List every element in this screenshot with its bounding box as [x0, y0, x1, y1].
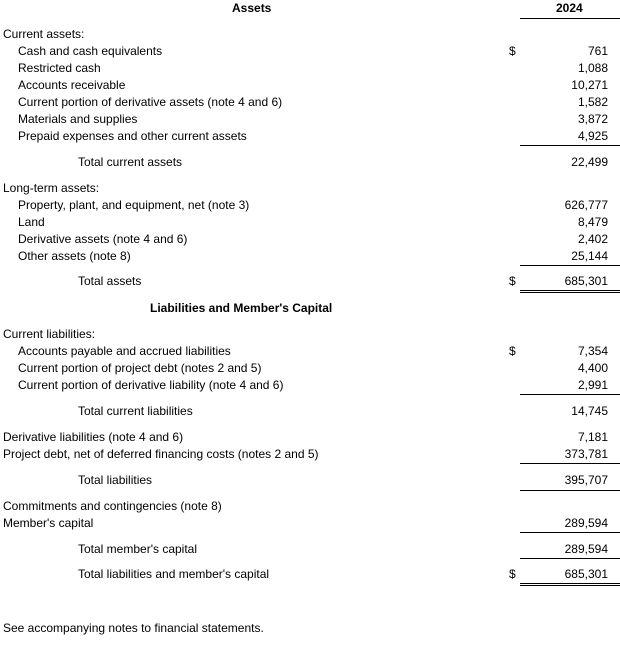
row-value: 8,479: [577, 215, 608, 229]
subtotal-rule: [520, 532, 620, 533]
row-label: Cash and cash equivalents: [18, 44, 163, 58]
header-underline: [520, 18, 620, 19]
members-capital-label: Member's capital: [3, 516, 94, 530]
subtotal-rule: [520, 394, 620, 395]
total-assets-label: Total assets: [78, 274, 142, 288]
double-rule-top: [520, 583, 620, 584]
long-term-assets-heading: Long-term assets:: [3, 181, 100, 195]
footnote: See accompanying notes to financial statements.: [3, 621, 264, 635]
row-label: Current portion of derivative liability (note 4 and 6): [18, 378, 284, 392]
commitments-label: Commitments and contingencies (note 8): [3, 499, 222, 513]
row-value: 7,181: [577, 430, 608, 444]
row-label: Accounts payable and accrued liabilities: [18, 344, 231, 358]
total-liabilities-label: Total liabilities: [78, 473, 153, 487]
row-value: 1,582: [577, 95, 608, 109]
double-rule-top: [520, 290, 620, 291]
row-label: Prepaid expenses and other current assets: [18, 129, 247, 143]
row-label: Derivative assets (note 4 and 6): [18, 232, 188, 246]
total-current-assets-value: 22,499: [571, 155, 608, 169]
row-value: 373,781: [564, 447, 608, 461]
total-liabilities-value: 395,707: [564, 473, 608, 487]
total-liabilities-capital-value: 685,301: [564, 567, 608, 581]
row-label: Accounts receivable: [18, 78, 126, 92]
currency-symbol: $: [509, 567, 516, 581]
currency-symbol: $: [509, 274, 516, 288]
total-members-capital-label: Total member's capital: [78, 542, 198, 556]
row-value: 1,088: [577, 61, 608, 75]
assets-heading: Assets: [232, 1, 272, 15]
current-liabilities-heading: Current liabilities:: [3, 327, 96, 341]
year-column-header: 2024: [556, 1, 583, 15]
total-assets-value: 685,301: [564, 274, 608, 288]
row-value: 626,777: [564, 198, 608, 212]
row-value: 7,354: [577, 344, 608, 358]
row-label: Restricted cash: [18, 61, 101, 75]
total-current-liabilities-label: Total current liabilities: [78, 404, 193, 418]
row-label: Derivative liabilities (note 4 and 6): [3, 430, 184, 444]
row-label: Project debt, net of deferred financing costs (notes 2 and 5): [3, 447, 319, 461]
row-label: Property, plant, and equipment, net (note 3): [18, 198, 250, 212]
row-value: 4,400: [577, 361, 608, 375]
total-members-capital-value: 289,594: [564, 542, 608, 556]
row-label: Materials and supplies: [18, 112, 138, 126]
current-assets-heading: Current assets:: [3, 27, 85, 41]
row-label: Current portion of project debt (notes 2 and 5): [18, 361, 262, 375]
row-label: Current portion of derivative assets (note 4 and 6): [18, 95, 283, 109]
liabilities-heading: Liabilities and Member's Capital: [150, 301, 333, 315]
row-value: 2,991: [577, 378, 608, 392]
subtotal-rule: [520, 463, 620, 464]
members-capital-value: 289,594: [564, 516, 608, 530]
row-label: Land: [18, 215, 45, 229]
subtotal-rule: [520, 145, 620, 146]
row-value: 25,144: [571, 249, 608, 263]
currency-symbol: $: [509, 44, 516, 58]
row-value: 3,872: [577, 112, 608, 126]
total-current-assets-label: Total current assets: [78, 155, 183, 169]
row-value: 2,402: [577, 232, 608, 246]
row-label: Other assets (note 8): [18, 249, 131, 263]
double-rule-bottom: [520, 292, 620, 293]
row-value: 761: [587, 44, 608, 58]
row-value: 10,271: [571, 78, 608, 92]
currency-symbol: $: [509, 344, 516, 358]
double-rule-bottom: [520, 585, 620, 586]
subtotal-rule: [520, 265, 620, 266]
total-current-liabilities-value: 14,745: [571, 404, 608, 418]
subtotal-rule: [520, 558, 620, 559]
row-value: 4,925: [577, 129, 608, 143]
subtotal-rule: [520, 490, 620, 491]
total-liabilities-capital-label: Total liabilities and member's capital: [78, 567, 270, 581]
